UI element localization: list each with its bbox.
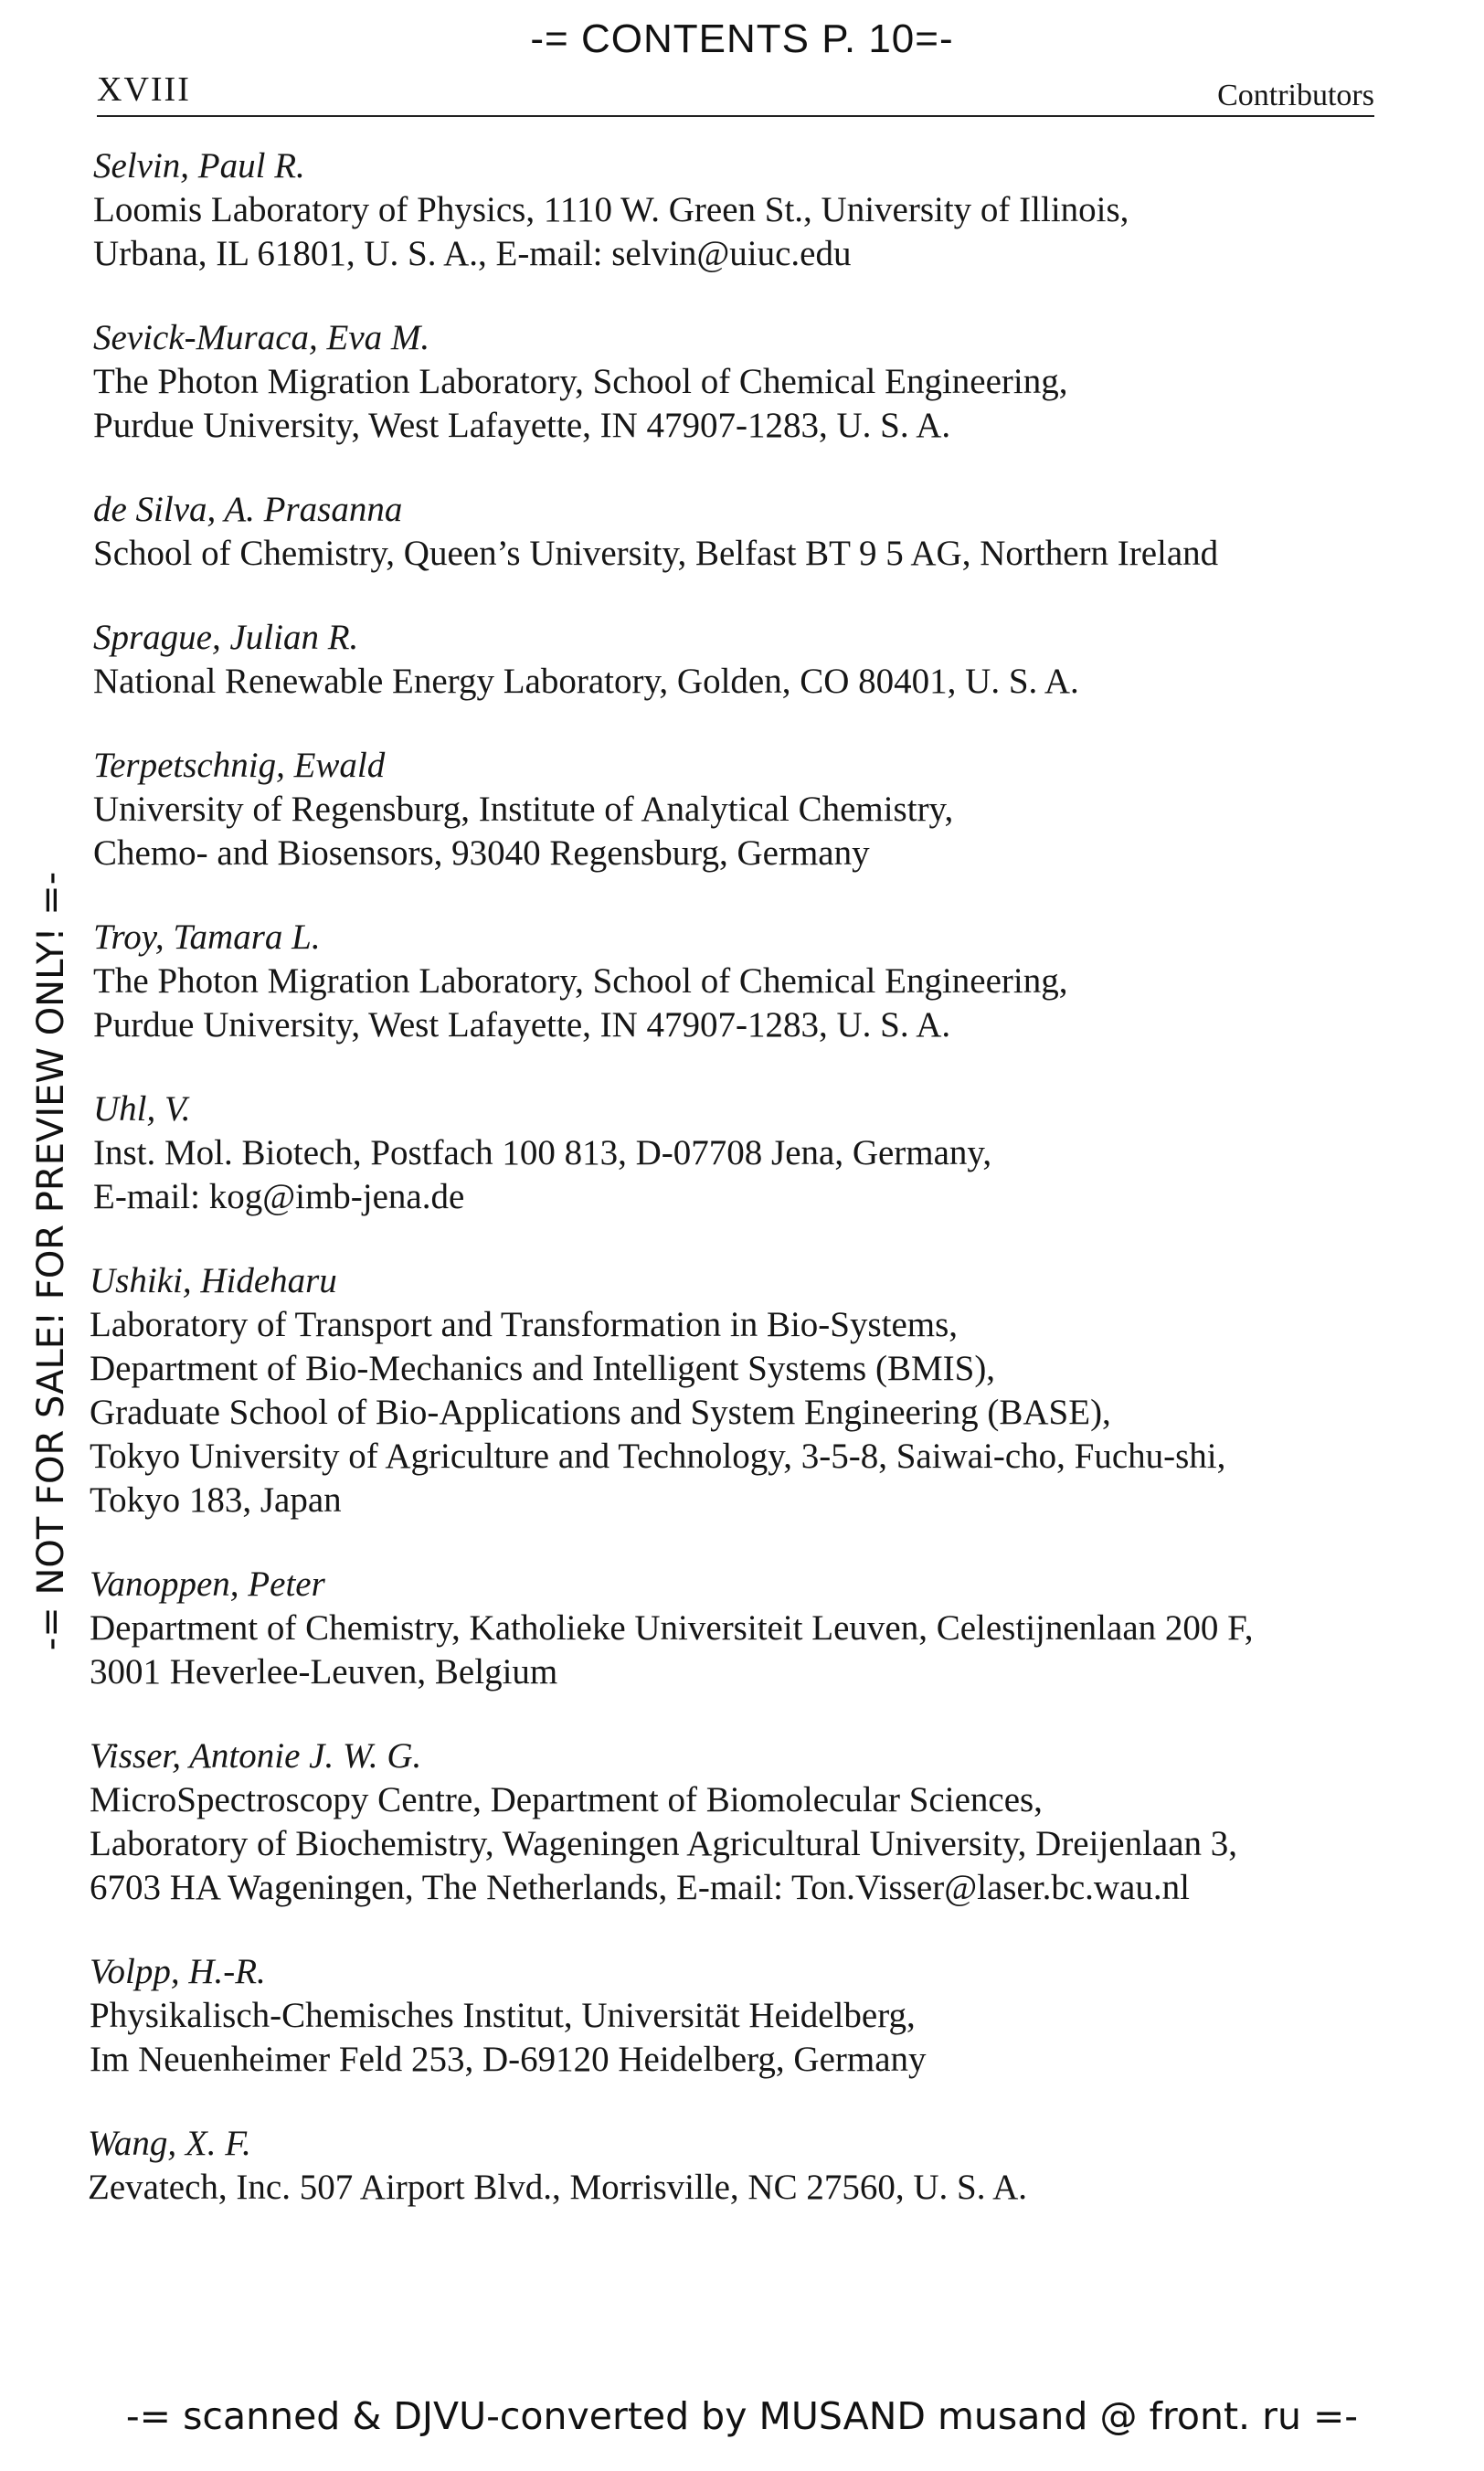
contributor-name: Terpetschnig, Ewald [93,746,386,785]
contributor-address-line: Zevatech, Inc. 507 Airport Blvd., Morrisville, NC 27560, U. S. A. [88,2168,1027,2207]
contributor-entry [93,316,1391,448]
contributor-address-line: Laboratory of Biochemistry, Wageningen Agricultural University, Dreijenlaan 3, [90,1824,1238,1863]
contributor-entry [90,1259,1391,1522]
contributor-name: Uhl, V. [93,1089,191,1129]
contributor-entry [93,1087,1391,1219]
contributor-entry [93,488,1391,576]
contributor-entry [93,144,1391,276]
scan-credit-banner: -= scanned & DJVU-converted by MUSAND musand @ front. ru =- [125,2394,1359,2438]
contributor-entry [93,744,1391,875]
contributor-entry [90,1563,1391,1694]
contributor-entry [93,616,1391,704]
contributor-name: de Silva, A. Prasanna [93,490,403,529]
contributor-address-line: MicroSpectroscopy Centre, Department of Biomolecular Sciences, [90,1780,1043,1819]
contributor-address-line: Laboratory of Transport and Transformation in Bio-Systems, [90,1305,959,1344]
contributor-address-line: Im Neuenheimer Feld 253, D-69120 Heidelberg, Germany [90,2040,927,2079]
contributor-list [88,144,1391,2210]
contributor-address-line: E-mail: kog@imb-jena.de [93,1177,465,1216]
running-head [97,64,1374,117]
contributor-entry [90,1950,1391,2082]
contributor-address-line: Department of Bio-Mechanics and Intelligent Systems (BMIS), [90,1349,996,1388]
contributor-name: Wang, X. F. [88,2124,251,2163]
contributor-name: Visser, Antonie J. W. G. [90,1736,422,1776]
contributor-name: Sevick-Muraca, Eva M. [93,318,430,357]
contributor-address-line: Department of Chemistry, Katholieke Universiteit Leuven, Celestijnenlaan 200 F, [90,1608,1254,1648]
contributor-address-line: Graduate School of Bio-Applications and System Engineering (BASE), [90,1393,1111,1432]
contributor-name: Vanoppen, Peter [90,1564,325,1604]
contributor-address-line: Urbana, IL 61801, U. S. A., E-mail: selvin@uiuc.edu [93,234,852,273]
preview-watermark: -= NOT FOR SALE! FOR PREVIEW ONLY! =- [30,871,72,1651]
contributor-address-line: Purdue University, West Lafayette, IN 47907-1283, U. S. A. [93,1005,951,1045]
contributor-address-line: School of Chemistry, Queen’s University, Belfast BT 9 5 AG, Northern Ireland [93,534,1219,573]
contributor-address-line: Purdue University, West Lafayette, IN 47907-1283, U. S. A. [93,406,951,445]
contributor-entry [93,916,1391,1047]
contents-banner: -= CONTENTS P. 10=- [530,16,954,61]
contributor-address-line: University of Regensburg, Institute of Analytical Chemistry, [93,790,954,829]
contributor-address-line: The Photon Migration Laboratory, School of Chemical Engineering, [93,961,1068,1001]
contributor-address-line: 6703 HA Wageningen, The Netherlands, E-mail: Ton.Visser@laser.bc.wau.nl [90,1868,1190,1907]
contributor-address-line: The Photon Migration Laboratory, School of Chemical Engineering, [93,362,1068,401]
contributor-address-line: Tokyo 183, Japan [90,1480,342,1520]
contributor-address-line: Tokyo University of Agriculture and Technology, 3-5-8, Saiwai-cho, Fuchu-shi, [90,1437,1226,1476]
contributor-name: Sprague, Julian R. [93,618,359,657]
contributor-address-line: Chemo- and Biosensors, 93040 Regensburg, Germany [93,833,870,873]
contributor-address-line: Physikalisch-Chemisches Institut, Universität Heidelberg, [90,1996,916,2035]
contributor-address-line: National Renewable Energy Laboratory, Golden, CO 80401, U. S. A. [93,662,1079,701]
contributor-name: Volpp, H.-R. [90,1952,266,1991]
contributor-address-line: 3001 Heverlee-Leuven, Belgium [90,1652,558,1692]
contributor-name: Troy, Tamara L. [93,917,321,957]
contributor-entry [90,1734,1391,1910]
contributor-address-line: Inst. Mol. Biotech, Postfach 100 813, D-07708 Jena, Germany, [93,1133,992,1172]
contributor-name: Ushiki, Hideharu [90,1261,337,1300]
contributor-entry [88,2122,1391,2210]
contributor-name: Selvin, Paul R. [93,146,305,186]
section-title: Contributors [1217,79,1374,112]
contributor-address-line: Loomis Laboratory of Physics, 1110 W. Green St., University of Illinois, [93,190,1129,229]
page-number: XVIII [97,70,191,109]
